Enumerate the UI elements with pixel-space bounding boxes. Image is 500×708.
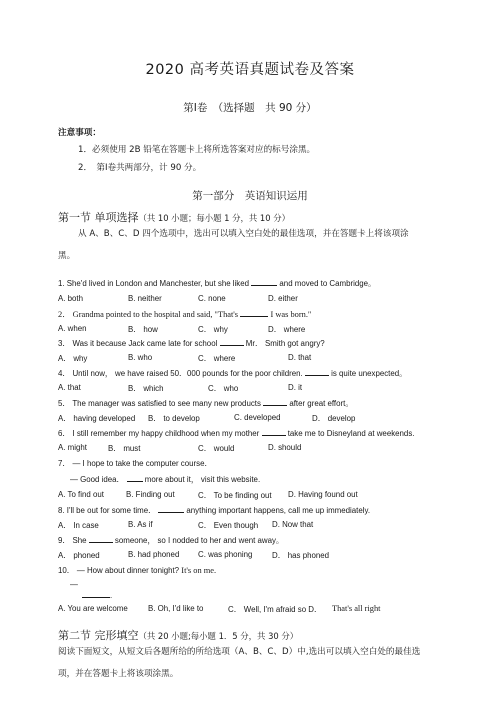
option-a: A． why — [58, 354, 88, 363]
option-b: B. Finding out — [126, 490, 175, 499]
option-b: B. who — [128, 353, 153, 362]
answer-blank — [240, 309, 268, 317]
option-c: C． Well, I'm afraid so D． — [228, 605, 322, 614]
option-d: D. it — [288, 383, 303, 392]
option-d: D. that — [288, 353, 312, 362]
question-10 — [58, 565, 216, 576]
option-a: A． In case — [58, 521, 99, 530]
question-5 — [58, 398, 353, 409]
reply-dash: — — [70, 580, 78, 589]
option-b: B． must — [108, 444, 141, 453]
question-text: 6． I still remember my happy childhood when my mother — [58, 429, 260, 438]
subsection-name: 第一节 单项选择 — [58, 211, 139, 224]
option-a: A. when — [58, 324, 87, 333]
option-d: D． develop — [312, 414, 356, 423]
option-c: C． To be finding out — [198, 491, 272, 500]
option-d: D. Now that — [272, 520, 314, 529]
option-d: D. should — [268, 443, 302, 452]
page-title: 2020 高考英语真题试卷及答案 — [145, 62, 355, 78]
question-7-reply — [70, 474, 260, 485]
question-text-end: after great effort。 — [289, 399, 354, 408]
option-d: D． where — [268, 325, 306, 334]
option-b: B. Oh, I'd like to — [148, 604, 204, 613]
option-c: C. none — [198, 294, 226, 303]
answer-blank — [89, 535, 113, 543]
option-a: A． having developed — [58, 414, 136, 423]
answer-blank — [262, 428, 286, 436]
instruction-line-1: 阅读下面短文，从短文后各题所给的所给选项（A、B、C、D）中,选出可以填入空白处的最佳选 — [58, 647, 421, 657]
answer-blank — [263, 398, 287, 406]
option-a: A． phoned — [58, 551, 100, 560]
question-text-end: I was born." — [270, 310, 312, 319]
answer-blank — [251, 278, 277, 286]
question-text-end: take me to Disneyland at weekends. — [287, 429, 415, 438]
question-2 — [58, 308, 311, 320]
subsection-title-2 — [58, 627, 298, 643]
option-c: C． where — [198, 354, 236, 363]
option-b: B． how — [128, 325, 158, 334]
option-c: C． Even though — [198, 521, 259, 530]
option-b: B． which — [128, 384, 164, 393]
option-b: B. had phoned — [128, 550, 180, 559]
option-b: B. neither — [128, 294, 162, 303]
question-text-end: someone， so I nodded to her and went away。 — [114, 536, 284, 545]
question-3 — [58, 338, 325, 349]
question-text: 3． Was it because Jack came late for school — [58, 339, 218, 348]
question-7: 7． — I hope to take the computer course． — [58, 459, 213, 468]
section-heading: 第Ⅰ卷 （选择题 共 90 分） — [183, 102, 317, 114]
instruction-line-2: 黑。 — [58, 251, 76, 261]
instruction-line-1: 从 A、B、C、D 四个选项中，选出可以填入空白处的最佳选项，并在答题卡上将该项涂 — [78, 229, 409, 239]
question-text: 2． Grandma pointed to the hospital and said, "That's — [58, 310, 239, 319]
subsection-name: 第二节 完形填空 — [58, 629, 139, 642]
option-b: B. As if — [128, 520, 153, 529]
question-text-end: It's on me. — [181, 566, 217, 575]
part-heading: 第一部分 英语知识运用 — [192, 190, 308, 202]
option-d: That's all right — [332, 604, 381, 613]
option-c: C. developed — [234, 413, 281, 422]
option-a: A. You are welcome — [58, 604, 128, 613]
question-text: 9． She — [58, 536, 87, 545]
question-9 — [58, 535, 284, 546]
option-c: C． would — [198, 444, 235, 453]
question-text: 5． The manager was satisfied to see many new products — [58, 399, 261, 408]
question-6 — [58, 428, 414, 439]
question-text-end: is quite unexpected。 — [331, 369, 408, 378]
answer-blank — [158, 505, 184, 513]
question-4 — [58, 368, 407, 379]
question-text: 10． — How about dinner tonight? — [58, 566, 180, 575]
option-c: C． who — [208, 384, 239, 393]
subsection-desc: （共 20 小题;每小题 1．5 分，共 30 分） — [138, 631, 299, 641]
option-d: D． has phoned — [272, 551, 330, 560]
notes-item-2: 2． 第Ⅰ卷共两部分，计 90 分。 — [78, 163, 202, 173]
question-text: — Good idea． — [70, 475, 125, 484]
question-text: 4． Until now， we have raised 50．000 pounds for the poor children. — [58, 369, 303, 378]
question-1 — [58, 278, 376, 289]
subsection-desc: （共 10 小题；每小题 1 分，共 10 分） — [138, 213, 290, 223]
option-a: A. both — [58, 294, 84, 303]
option-c: C. was phoning — [198, 550, 253, 559]
option-c: C． why — [198, 325, 228, 334]
option-a: A. that — [58, 383, 81, 392]
option-a: A. might — [58, 443, 87, 452]
question-10-reply — [82, 590, 112, 600]
question-text-end: more about it， visit this website. — [144, 475, 261, 484]
answer-blank — [127, 474, 143, 482]
answer-blank — [305, 368, 329, 376]
instruction-line-2: 项，并在答题卡上将该项涂黑。 — [58, 669, 179, 679]
question-text-end: anything important happens, call me up immediately. — [186, 506, 371, 515]
question-8 — [58, 505, 370, 516]
notes-heading: 注意事项： — [58, 128, 101, 138]
reply-dot: . — [110, 591, 113, 600]
answer-blank — [220, 338, 244, 346]
question-text-end: Mr． Smith got angry? — [245, 339, 325, 348]
question-text: 8. I'll be out for some time． — [58, 506, 156, 515]
subsection-title — [58, 209, 290, 225]
option-d: D. either — [268, 294, 298, 303]
question-text-end: and moved to Cambridge。 — [279, 279, 376, 288]
option-b: B． to develop — [148, 414, 200, 423]
question-text: 1. She'd lived in London and Manchester, but she liked — [58, 279, 250, 288]
answer-blank — [82, 590, 113, 600]
notes-item-1: 1．必须使用 2B 铅笔在答题卡上将所选答案对应的标号涂黑。 — [78, 145, 316, 155]
option-a: A. To find out — [58, 490, 104, 499]
option-d: D. Having found out — [288, 490, 358, 499]
